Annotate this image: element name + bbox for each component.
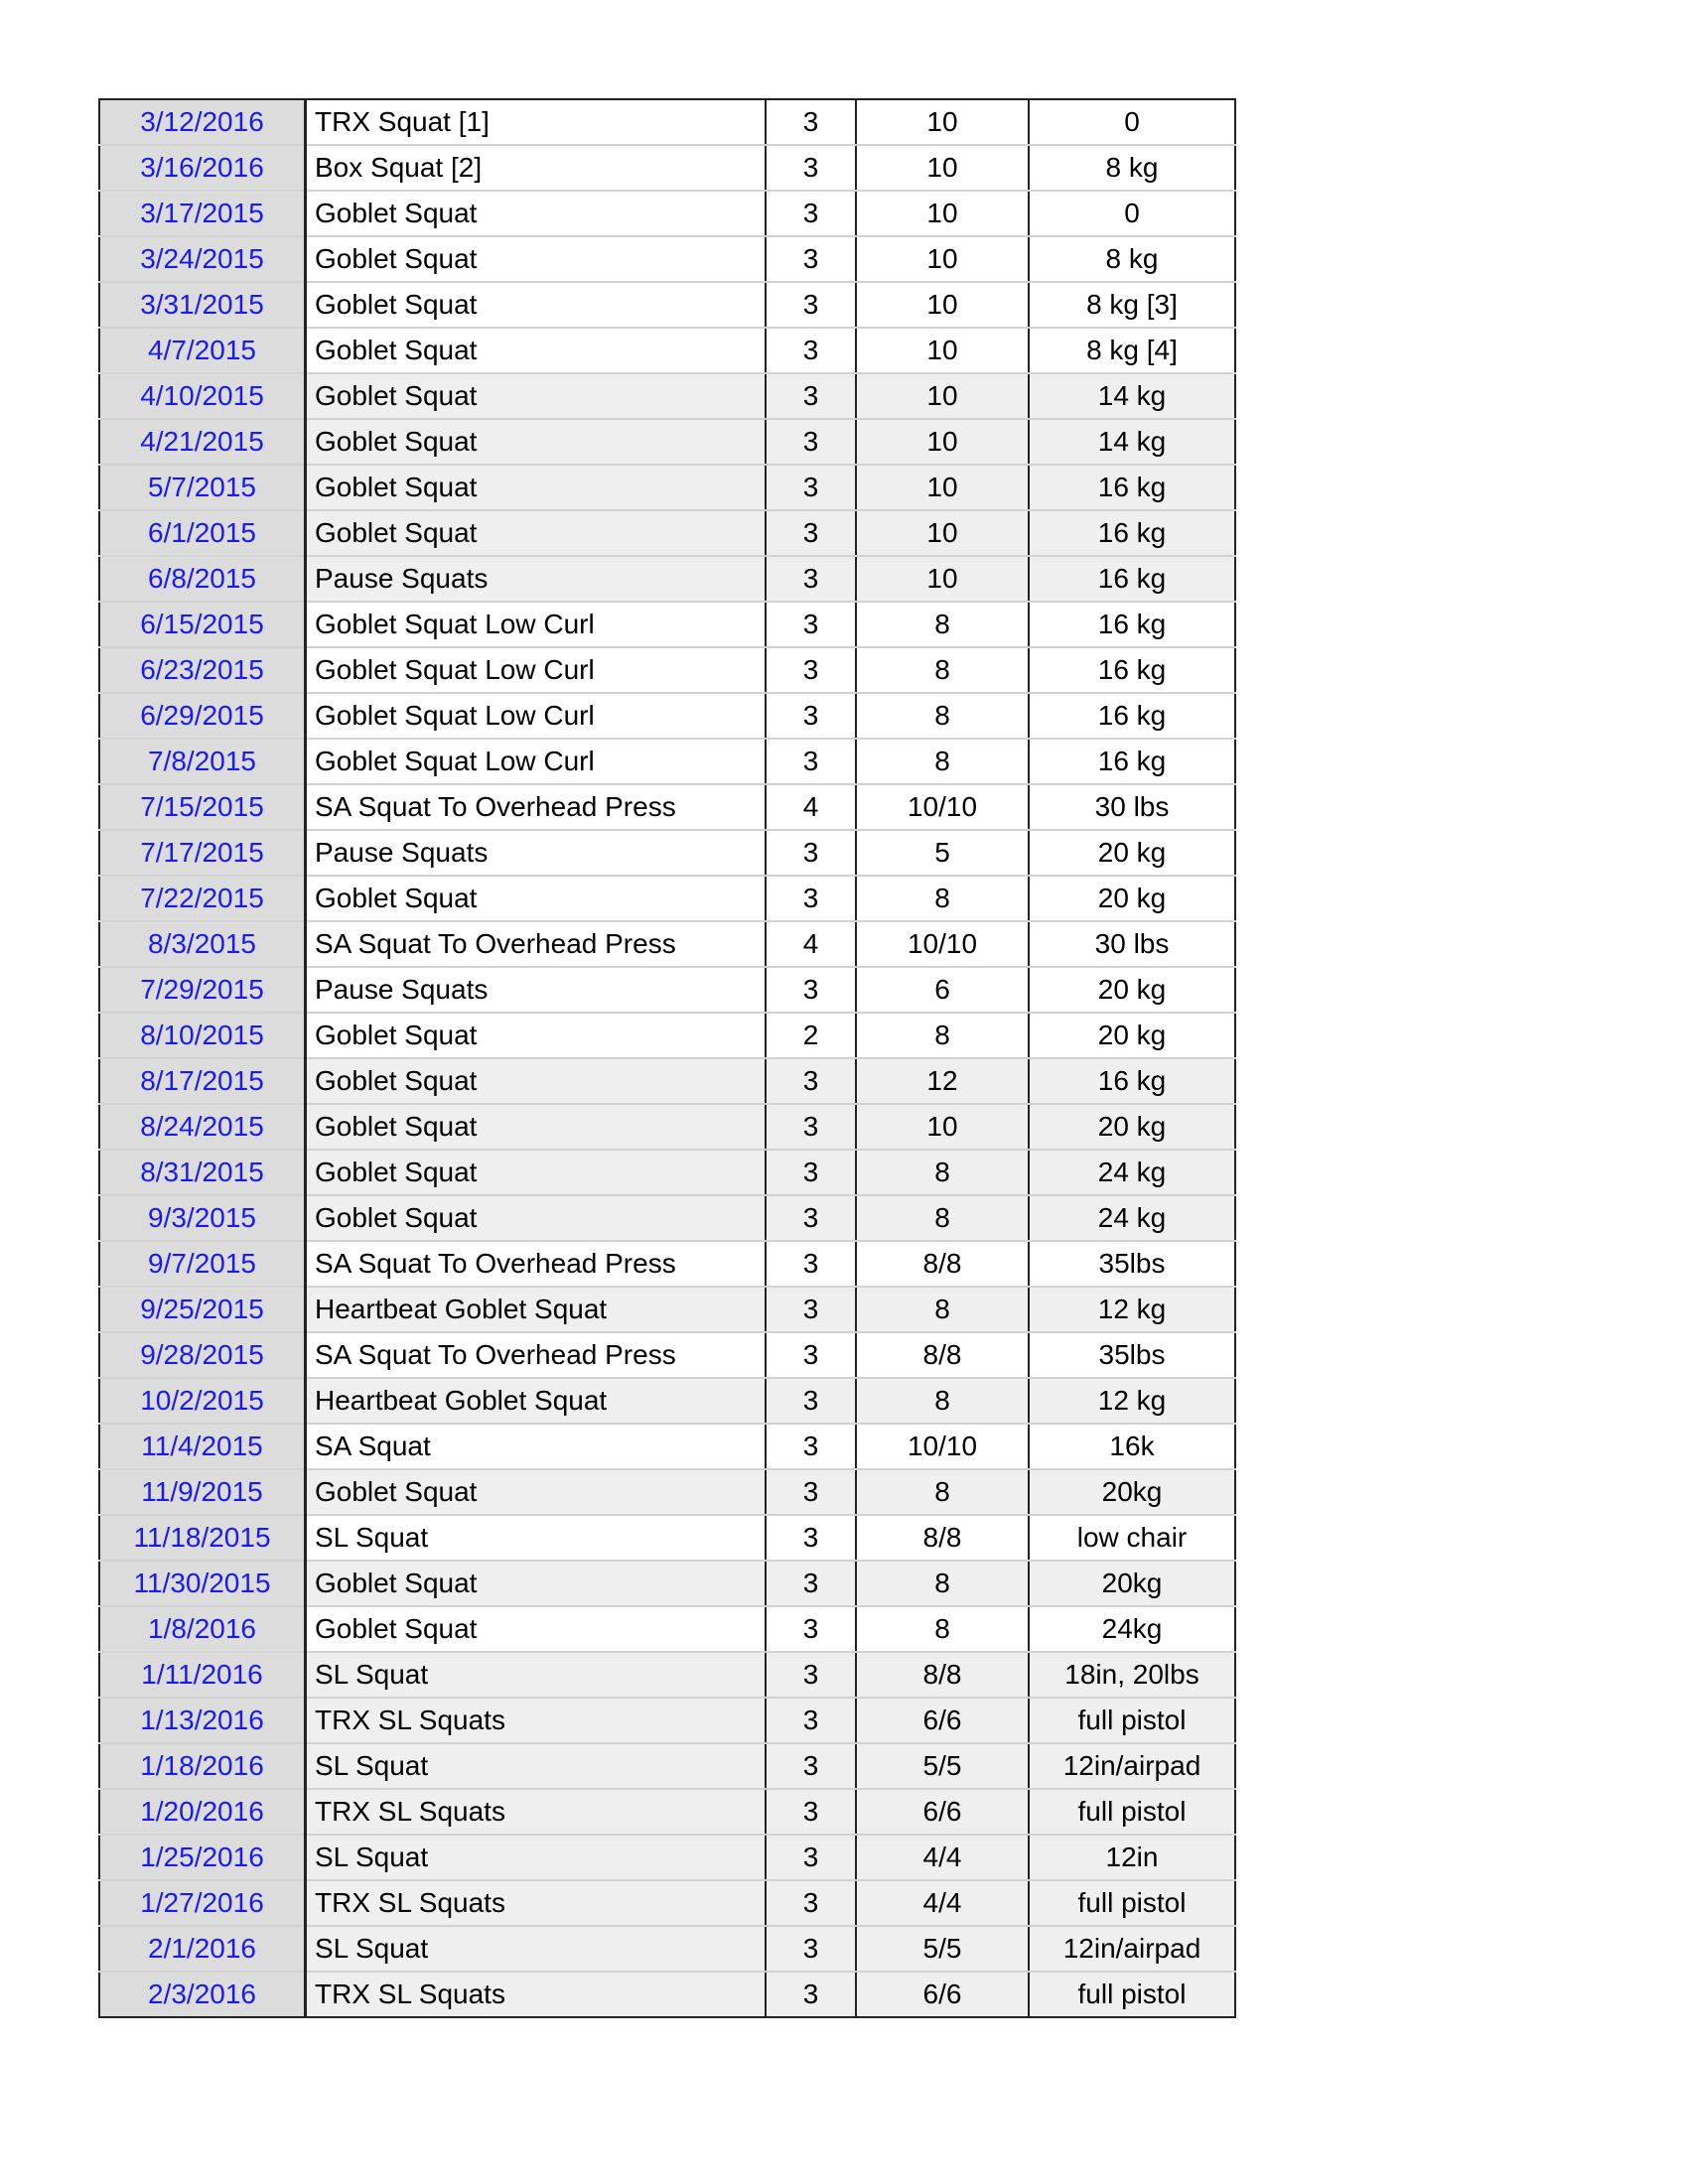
sets-cell[interactable]: 3 — [766, 1424, 856, 1469]
sets-cell[interactable]: 4 — [766, 784, 856, 830]
reps-cell[interactable]: 8 — [856, 1606, 1029, 1652]
reps-cell[interactable]: 10 — [856, 373, 1029, 419]
date-cell[interactable]: 9/25/2015 — [99, 1287, 306, 1332]
exercise-cell[interactable]: Goblet Squat — [306, 1561, 767, 1606]
date-cell[interactable]: 7/8/2015 — [99, 739, 306, 784]
table-row — [99, 1698, 1235, 1743]
table-row — [99, 830, 1235, 876]
weight-cell[interactable]: 8 kg [4] — [1029, 328, 1235, 373]
weight-cell[interactable]: 8 kg [3] — [1029, 282, 1235, 328]
sets-cell[interactable]: 3 — [766, 1698, 856, 1743]
date-cell[interactable]: 11/30/2015 — [99, 1561, 306, 1606]
table-row — [99, 1241, 1235, 1287]
table-row — [99, 465, 1235, 510]
reps-cell[interactable]: 10 — [856, 556, 1029, 602]
table-row — [99, 967, 1235, 1013]
table-row — [99, 784, 1235, 830]
exercise-cell[interactable]: TRX SL Squats — [306, 1880, 767, 1926]
table-row — [99, 1652, 1235, 1698]
date-cell[interactable]: 10/2/2015 — [99, 1378, 306, 1424]
weight-cell[interactable]: 12in/airpad — [1029, 1926, 1235, 1972]
exercise-cell[interactable]: Goblet Squat — [306, 282, 767, 328]
sets-cell[interactable]: 3 — [766, 145, 856, 191]
date-cell[interactable]: 3/31/2015 — [99, 282, 306, 328]
sets-cell[interactable]: 3 — [766, 1972, 856, 2017]
date-cell[interactable]: 5/7/2015 — [99, 465, 306, 510]
table-row — [99, 1972, 1235, 2017]
table-row — [99, 602, 1235, 647]
date-cell[interactable]: 11/4/2015 — [99, 1424, 306, 1469]
table-row — [99, 328, 1235, 373]
date-cell[interactable]: 8/17/2015 — [99, 1058, 306, 1104]
weight-cell[interactable]: 20 kg — [1029, 967, 1235, 1013]
sets-cell[interactable]: 3 — [766, 1561, 856, 1606]
reps-cell[interactable]: 8 — [856, 1150, 1029, 1195]
exercise-cell[interactable]: Heartbeat Goblet Squat — [306, 1287, 767, 1332]
table-row — [99, 921, 1235, 967]
weight-cell[interactable]: 20 kg — [1029, 830, 1235, 876]
reps-cell[interactable]: 8/8 — [856, 1515, 1029, 1561]
reps-cell[interactable]: 10 — [856, 510, 1029, 556]
date-cell[interactable]: 6/23/2015 — [99, 647, 306, 693]
reps-cell[interactable]: 8/8 — [856, 1332, 1029, 1378]
sets-cell[interactable]: 3 — [766, 1287, 856, 1332]
table-row — [99, 1880, 1235, 1926]
weight-cell[interactable]: 24kg — [1029, 1606, 1235, 1652]
table-row — [99, 419, 1235, 465]
exercise-cell[interactable]: Goblet Squat — [306, 328, 767, 373]
reps-cell[interactable]: 8 — [856, 1195, 1029, 1241]
date-cell[interactable]: 8/3/2015 — [99, 921, 306, 967]
weight-cell[interactable]: 16 kg — [1029, 1058, 1235, 1104]
exercise-cell[interactable]: SA Squat — [306, 1424, 767, 1469]
weight-cell[interactable]: full pistol — [1029, 1972, 1235, 2017]
sets-cell[interactable]: 3 — [766, 1652, 856, 1698]
exercise-cell[interactable]: Goblet Squat — [306, 373, 767, 419]
date-cell[interactable]: 4/21/2015 — [99, 419, 306, 465]
exercise-cell[interactable]: SL Squat — [306, 1926, 767, 1972]
exercise-cell[interactable]: Pause Squats — [306, 556, 767, 602]
sets-cell[interactable]: 3 — [766, 1789, 856, 1835]
exercise-cell[interactable]: SA Squat To Overhead Press — [306, 921, 767, 967]
sets-cell[interactable]: 3 — [766, 1606, 856, 1652]
sets-cell[interactable]: 3 — [766, 282, 856, 328]
sets-cell[interactable]: 3 — [766, 1743, 856, 1789]
weight-cell[interactable]: 16 kg — [1029, 510, 1235, 556]
sets-cell[interactable]: 3 — [766, 1195, 856, 1241]
weight-cell[interactable]: 20 kg — [1029, 1104, 1235, 1150]
date-cell[interactable]: 6/29/2015 — [99, 693, 306, 739]
exercise-cell[interactable]: Goblet Squat — [306, 1195, 767, 1241]
exercise-cell[interactable]: Pause Squats — [306, 967, 767, 1013]
exercise-cell[interactable]: Goblet Squat — [306, 1013, 767, 1058]
weight-cell[interactable]: 12 kg — [1029, 1287, 1235, 1332]
reps-cell[interactable]: 8 — [856, 739, 1029, 784]
weight-cell[interactable]: 16 kg — [1029, 602, 1235, 647]
workout-log-body — [99, 99, 1235, 2017]
date-cell[interactable]: 8/24/2015 — [99, 1104, 306, 1150]
date-cell[interactable]: 6/1/2015 — [99, 510, 306, 556]
table-row — [99, 876, 1235, 921]
weight-cell[interactable]: 30 lbs — [1029, 921, 1235, 967]
exercise-cell[interactable]: Goblet Squat — [306, 1058, 767, 1104]
sets-cell[interactable]: 3 — [766, 1926, 856, 1972]
exercise-cell[interactable]: SA Squat To Overhead Press — [306, 1241, 767, 1287]
date-cell[interactable]: 4/7/2015 — [99, 328, 306, 373]
table-row — [99, 373, 1235, 419]
exercise-cell[interactable]: Goblet Squat — [306, 465, 767, 510]
sets-cell[interactable]: 3 — [766, 1880, 856, 1926]
table-row — [99, 510, 1235, 556]
weight-cell[interactable]: 35lbs — [1029, 1332, 1235, 1378]
reps-cell[interactable]: 10 — [856, 145, 1029, 191]
date-cell[interactable]: 1/20/2016 — [99, 1789, 306, 1835]
sets-cell[interactable]: 3 — [766, 1150, 856, 1195]
sets-cell[interactable]: 4 — [766, 921, 856, 967]
date-cell[interactable]: 3/24/2015 — [99, 236, 306, 282]
date-cell[interactable]: 9/28/2015 — [99, 1332, 306, 1378]
weight-cell[interactable]: 30 lbs — [1029, 784, 1235, 830]
sets-cell[interactable]: 3 — [766, 191, 856, 236]
date-cell[interactable]: 7/17/2015 — [99, 830, 306, 876]
date-cell[interactable]: 9/3/2015 — [99, 1195, 306, 1241]
date-cell[interactable]: 1/11/2016 — [99, 1652, 306, 1698]
reps-cell[interactable]: 6 — [856, 967, 1029, 1013]
weight-cell[interactable]: 14 kg — [1029, 373, 1235, 419]
exercise-cell[interactable]: SL Squat — [306, 1652, 767, 1698]
exercise-cell[interactable]: Goblet Squat — [306, 876, 767, 921]
weight-cell[interactable]: 16 kg — [1029, 465, 1235, 510]
weight-cell[interactable]: 16k — [1029, 1424, 1235, 1469]
exercise-cell[interactable]: Goblet Squat — [306, 1469, 767, 1515]
exercise-cell[interactable]: Pause Squats — [306, 830, 767, 876]
weight-cell[interactable]: low chair — [1029, 1515, 1235, 1561]
date-cell[interactable]: 3/17/2015 — [99, 191, 306, 236]
reps-cell[interactable]: 10/10 — [856, 784, 1029, 830]
weight-cell[interactable]: 35lbs — [1029, 1241, 1235, 1287]
date-cell[interactable]: 2/1/2016 — [99, 1926, 306, 1972]
exercise-cell[interactable]: SA Squat To Overhead Press — [306, 1332, 767, 1378]
weight-cell[interactable]: 20 kg — [1029, 876, 1235, 921]
sets-cell[interactable]: 3 — [766, 876, 856, 921]
exercise-cell[interactable]: Goblet Squat — [306, 1606, 767, 1652]
date-cell[interactable]: 4/10/2015 — [99, 373, 306, 419]
weight-cell[interactable]: 8 kg — [1029, 236, 1235, 282]
date-cell[interactable]: 7/29/2015 — [99, 967, 306, 1013]
reps-cell[interactable]: 8 — [856, 876, 1029, 921]
table-row — [99, 647, 1235, 693]
reps-cell[interactable]: 8/8 — [856, 1652, 1029, 1698]
sets-cell[interactable]: 3 — [766, 1378, 856, 1424]
weight-cell[interactable]: full pistol — [1029, 1789, 1235, 1835]
exercise-cell[interactable]: TRX SL Squats — [306, 1789, 767, 1835]
exercise-cell[interactable]: Heartbeat Goblet Squat — [306, 1378, 767, 1424]
exercise-cell[interactable]: Box Squat [2] — [306, 145, 767, 191]
reps-cell[interactable]: 8 — [856, 693, 1029, 739]
reps-cell[interactable]: 5 — [856, 830, 1029, 876]
exercise-cell[interactable]: TRX Squat [1] — [306, 99, 767, 145]
date-cell[interactable]: 9/7/2015 — [99, 1241, 306, 1287]
date-cell[interactable]: 1/25/2016 — [99, 1835, 306, 1880]
table-row — [99, 99, 1235, 145]
table-row — [99, 1150, 1235, 1195]
sets-cell[interactable]: 3 — [766, 1469, 856, 1515]
date-cell[interactable]: 3/12/2016 — [99, 99, 306, 145]
weight-cell[interactable]: 18in, 20lbs — [1029, 1652, 1235, 1698]
reps-cell[interactable]: 10 — [856, 328, 1029, 373]
table-row — [99, 739, 1235, 784]
table-row — [99, 1013, 1235, 1058]
table-row — [99, 1926, 1235, 1972]
table-row — [99, 1606, 1235, 1652]
reps-cell[interactable]: 6/6 — [856, 1698, 1029, 1743]
weight-cell[interactable]: 20kg — [1029, 1561, 1235, 1606]
sets-cell[interactable]: 3 — [766, 1104, 856, 1150]
table-row — [99, 1469, 1235, 1515]
exercise-cell[interactable]: SL Squat — [306, 1835, 767, 1880]
sets-cell[interactable]: 3 — [766, 465, 856, 510]
reps-cell[interactable]: 8 — [856, 602, 1029, 647]
weight-cell[interactable]: full pistol — [1029, 1698, 1235, 1743]
reps-cell[interactable]: 6/6 — [856, 1972, 1029, 2017]
date-cell[interactable]: 1/18/2016 — [99, 1743, 306, 1789]
date-cell[interactable]: 1/13/2016 — [99, 1698, 306, 1743]
table-row — [99, 556, 1235, 602]
reps-cell[interactable]: 8 — [856, 1013, 1029, 1058]
table-row — [99, 282, 1235, 328]
weight-cell[interactable]: 16 kg — [1029, 647, 1235, 693]
reps-cell[interactable]: 8 — [856, 1378, 1029, 1424]
reps-cell[interactable]: 10 — [856, 465, 1029, 510]
sets-cell[interactable]: 3 — [766, 1515, 856, 1561]
weight-cell[interactable]: 20 kg — [1029, 1013, 1235, 1058]
weight-cell[interactable]: 12in/airpad — [1029, 1743, 1235, 1789]
exercise-cell[interactable]: TRX SL Squats — [306, 1972, 767, 2017]
reps-cell[interactable]: 10 — [856, 236, 1029, 282]
weight-cell[interactable]: 16 kg — [1029, 739, 1235, 784]
exercise-cell[interactable]: TRX SL Squats — [306, 1698, 767, 1743]
exercise-cell[interactable]: Goblet Squat Low Curl — [306, 647, 767, 693]
reps-cell[interactable]: 10/10 — [856, 1424, 1029, 1469]
sets-cell[interactable]: 3 — [766, 830, 856, 876]
sets-cell[interactable]: 3 — [766, 236, 856, 282]
reps-cell[interactable]: 10 — [856, 419, 1029, 465]
weight-cell[interactable]: 16 kg — [1029, 556, 1235, 602]
exercise-cell[interactable]: SL Squat — [306, 1515, 767, 1561]
sets-cell[interactable]: 3 — [766, 373, 856, 419]
table-row — [99, 1378, 1235, 1424]
table-row — [99, 236, 1235, 282]
reps-cell[interactable]: 5/5 — [856, 1743, 1029, 1789]
date-cell[interactable]: 1/8/2016 — [99, 1606, 306, 1652]
weight-cell[interactable]: 8 kg — [1029, 145, 1235, 191]
reps-cell[interactable]: 12 — [856, 1058, 1029, 1104]
reps-cell[interactable]: 5/5 — [856, 1926, 1029, 1972]
table-row — [99, 1332, 1235, 1378]
workout-log-table — [98, 98, 1236, 2018]
exercise-cell[interactable]: Goblet Squat Low Curl — [306, 602, 767, 647]
reps-cell[interactable]: 8/8 — [856, 1241, 1029, 1287]
table-row — [99, 1195, 1235, 1241]
reps-cell[interactable]: 8 — [856, 1561, 1029, 1606]
table-row — [99, 191, 1235, 236]
date-cell[interactable]: 7/22/2015 — [99, 876, 306, 921]
reps-cell[interactable]: 4/4 — [856, 1880, 1029, 1926]
weight-cell[interactable]: full pistol — [1029, 1880, 1235, 1926]
table-row — [99, 1835, 1235, 1880]
weight-cell[interactable]: 16 kg — [1029, 693, 1235, 739]
reps-cell[interactable]: 8 — [856, 1287, 1029, 1332]
exercise-cell[interactable]: Goblet Squat — [306, 1104, 767, 1150]
reps-cell[interactable]: 10/10 — [856, 921, 1029, 967]
date-cell[interactable]: 6/8/2015 — [99, 556, 306, 602]
sets-cell[interactable]: 3 — [766, 328, 856, 373]
reps-cell[interactable]: 10 — [856, 1104, 1029, 1150]
exercise-cell[interactable]: Goblet Squat — [306, 1150, 767, 1195]
exercise-cell[interactable]: SL Squat — [306, 1743, 767, 1789]
table-row — [99, 145, 1235, 191]
table-row — [99, 1789, 1235, 1835]
reps-cell[interactable]: 4/4 — [856, 1835, 1029, 1880]
exercise-cell[interactable]: Goblet Squat — [306, 236, 767, 282]
table-row — [99, 1287, 1235, 1332]
sets-cell[interactable]: 3 — [766, 693, 856, 739]
reps-cell[interactable]: 10 — [856, 282, 1029, 328]
date-cell[interactable]: 11/9/2015 — [99, 1469, 306, 1515]
sets-cell[interactable]: 3 — [766, 1332, 856, 1378]
weight-cell[interactable]: 12 kg — [1029, 1378, 1235, 1424]
date-cell[interactable]: 1/27/2016 — [99, 1880, 306, 1926]
exercise-cell[interactable]: Goblet Squat Low Curl — [306, 693, 767, 739]
sets-cell[interactable]: 3 — [766, 1835, 856, 1880]
weight-cell[interactable]: 14 kg — [1029, 419, 1235, 465]
sets-cell[interactable]: 3 — [766, 99, 856, 145]
weight-cell[interactable]: 0 — [1029, 99, 1235, 145]
table-row — [99, 1743, 1235, 1789]
sets-cell[interactable]: 3 — [766, 967, 856, 1013]
exercise-cell[interactable]: Goblet Squat — [306, 419, 767, 465]
weight-cell[interactable]: 12in — [1029, 1835, 1235, 1880]
date-cell[interactable]: 8/31/2015 — [99, 1150, 306, 1195]
sets-cell[interactable]: 3 — [766, 1058, 856, 1104]
sets-cell[interactable]: 3 — [766, 1241, 856, 1287]
table-row — [99, 1058, 1235, 1104]
date-cell[interactable]: 11/18/2015 — [99, 1515, 306, 1561]
sets-cell[interactable]: 3 — [766, 739, 856, 784]
sets-cell[interactable]: 3 — [766, 556, 856, 602]
table-row — [99, 1424, 1235, 1469]
weight-cell[interactable]: 24 kg — [1029, 1150, 1235, 1195]
reps-cell[interactable]: 10 — [856, 191, 1029, 236]
sets-cell[interactable]: 3 — [766, 602, 856, 647]
date-cell[interactable]: 6/15/2015 — [99, 602, 306, 647]
table-row — [99, 1104, 1235, 1150]
sets-cell[interactable]: 2 — [766, 1013, 856, 1058]
exercise-cell[interactable]: SA Squat To Overhead Press — [306, 784, 767, 830]
weight-cell[interactable]: 24 kg — [1029, 1195, 1235, 1241]
weight-cell[interactable]: 0 — [1029, 191, 1235, 236]
reps-cell[interactable]: 6/6 — [856, 1789, 1029, 1835]
table-row — [99, 1561, 1235, 1606]
date-cell[interactable]: 3/16/2016 — [99, 145, 306, 191]
table-row — [99, 1515, 1235, 1561]
table-row — [99, 693, 1235, 739]
date-cell[interactable]: 8/10/2015 — [99, 1013, 306, 1058]
sets-cell[interactable]: 3 — [766, 419, 856, 465]
date-cell[interactable]: 7/15/2015 — [99, 784, 306, 830]
sets-cell[interactable]: 3 — [766, 510, 856, 556]
weight-cell[interactable]: 20kg — [1029, 1469, 1235, 1515]
exercise-cell[interactable]: Goblet Squat — [306, 510, 767, 556]
reps-cell[interactable]: 8 — [856, 1469, 1029, 1515]
reps-cell[interactable]: 10 — [856, 99, 1029, 145]
date-cell[interactable]: 2/3/2016 — [99, 1972, 306, 2017]
sets-cell[interactable]: 3 — [766, 647, 856, 693]
reps-cell[interactable]: 8 — [856, 647, 1029, 693]
exercise-cell[interactable]: Goblet Squat — [306, 191, 767, 236]
exercise-cell[interactable]: Goblet Squat Low Curl — [306, 739, 767, 784]
